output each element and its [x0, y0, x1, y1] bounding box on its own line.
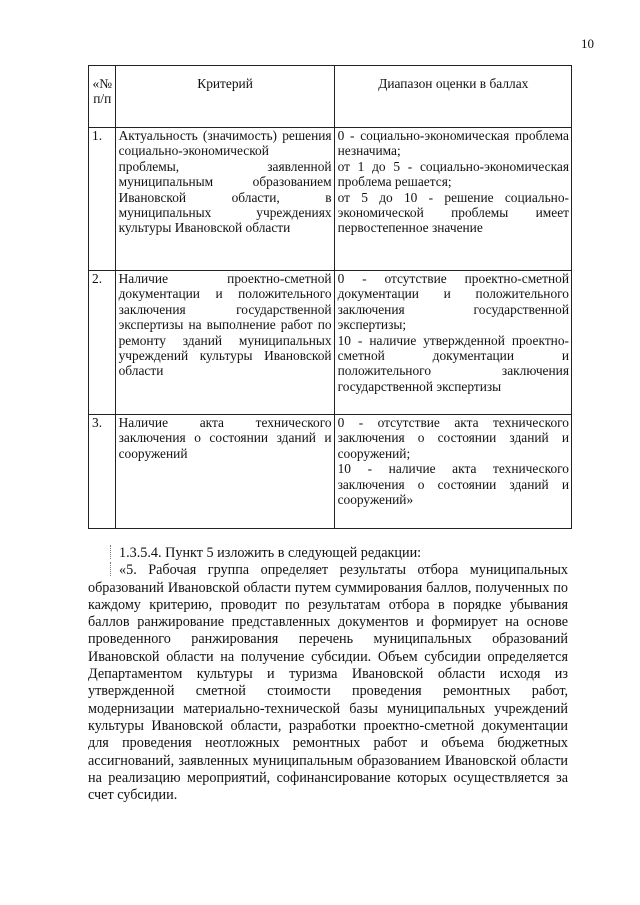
range-item: от 1 до 5 - социально-экономическая проблема решается; — [337, 158, 569, 190]
paragraph-text: 1.3.5.4. Пункт 5 изложить в следующей редакции: — [119, 545, 422, 561]
range-item: 0 - отсутствие проектно-сметной документации и положительного заключения государственной экспертизы; — [337, 271, 569, 333]
table-row — [89, 128, 572, 271]
row-criterion: Актуальность (значимость) решения социально-экономической проблемы, заявленной муниципальным образованием Ивановской области, в муниципальных учреждениях культуры Ивановской области — [115, 128, 334, 271]
table-row — [89, 415, 572, 529]
range-item: от 5 до 10 - решение социально-экономической проблемы имеет первостепенное значение — [337, 189, 569, 236]
row-criterion: Наличие проектно-сметной документации и положительного заключения государственной экспертизы на выполнение работ по ремонту зданий муниципальных учреждений культуры Ивановской области — [115, 271, 334, 415]
table-header-row — [89, 66, 572, 128]
row-number: 2. — [89, 271, 116, 415]
criteria-table — [88, 65, 572, 529]
row-number: 3. — [89, 415, 116, 529]
row-criterion: Наличие акта технического заключения о состоянии зданий и сооружений — [115, 415, 334, 529]
body-text — [88, 545, 568, 804]
table-row — [89, 271, 572, 415]
range-item: 0 - отсутствие акта технического заключения о состоянии зданий и сооружений; — [337, 415, 569, 461]
row-range — [334, 415, 571, 529]
edit-marker — [110, 562, 111, 576]
row-range — [334, 128, 571, 271]
header-num: «№ п/п — [89, 66, 116, 128]
header-range: Диапазон оценки в баллах — [334, 66, 571, 128]
range-item: 10 - наличие акта технического заключения о состоянии зданий и сооружений» — [337, 461, 569, 508]
row-range — [334, 271, 571, 415]
header-criterion: Критерий — [115, 66, 334, 128]
range-item: 0 - социально-экономическая проблема незначима; — [337, 128, 569, 159]
range-item: 10 - наличие утвержденной проектно-сметной документации и положительного заключения государственной экспертизы — [337, 332, 569, 394]
edit-marker — [110, 545, 111, 559]
page-number: 10 — [581, 36, 594, 51]
paragraph-amendment-heading — [88, 545, 568, 562]
paragraph-text: «5. Рабочая группа определяет результаты отбора муниципальных образований Ивановской области путем суммирования баллов, полученных по каждому критерию, проводит по результатам отбора в порядке убывания баллов ранжирование представленных документов и формирует на основе проведенного ранжирования перечень муниципальных образований Ивановской области на получение субсидии. Объем субсидии определяется Департаментом культуры и туризма Ивановской области исходя из утвержденной сметной стоимости проведения ремонтных работ, модернизации материально-технической базы муниципальных учреждений культуры Ивановской области, разработки проектно-сметной документации для проведения неотложных ремонтных работ и объема бюджетных ассигнований, заявленных муниципальным образованием Ивановской области на реализацию мероприятий, софинансирование которых осуществляется за счет субсидии. — [88, 562, 568, 804]
paragraph-amendment-text — [88, 562, 568, 804]
row-number: 1. — [89, 128, 116, 271]
